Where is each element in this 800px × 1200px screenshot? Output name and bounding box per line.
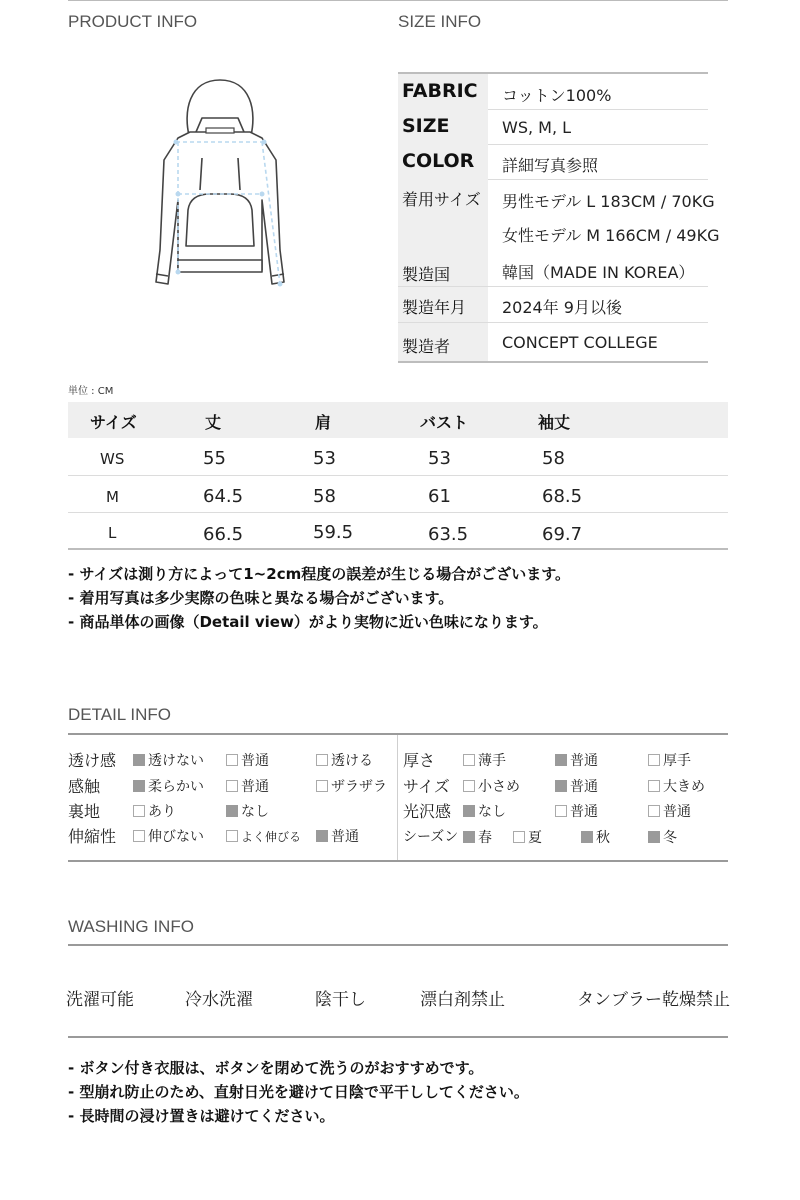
detail-option: 普通 (316, 826, 359, 846)
detail-label: シーズン (403, 829, 459, 845)
washing-note: - ボタン付き衣服は、ボタンを閉めて洗うのがおすすめです。 (68, 1059, 484, 1077)
product-info-title: PRODUCT INFO (68, 12, 198, 31)
size-info-key: 製造者 (402, 337, 451, 356)
detail-option: 透ける (316, 750, 373, 770)
detail-option: 伸びない (133, 826, 204, 846)
checked-box-icon (316, 830, 328, 842)
detail-option: 春 (463, 827, 492, 847)
size-info-value: 韓国（MADE IN KOREA） (502, 263, 695, 282)
size-chart-cell: 66.5 (203, 524, 244, 545)
unchecked-box-icon (316, 754, 328, 766)
size-chart-cell: 69.7 (542, 524, 583, 545)
unchecked-box-icon (648, 754, 660, 766)
checked-box-icon (463, 831, 475, 843)
checked-box-icon (648, 831, 660, 843)
detail-option: 薄手 (463, 750, 506, 770)
size-chart-cell: WS (100, 450, 125, 468)
row-divider (68, 475, 728, 476)
detail-option: 冬 (648, 827, 677, 847)
size-chart-cell: 53 (313, 448, 336, 469)
size-chart-header-cell: バスト (420, 413, 469, 432)
size-info-row (398, 287, 708, 323)
size-info-row (398, 323, 708, 363)
checked-box-icon (133, 780, 145, 792)
checked-box-icon (555, 754, 567, 766)
checked-box-icon (555, 780, 567, 792)
size-chart-header-cell: サイズ (90, 413, 137, 432)
detail-option: なし (463, 801, 506, 821)
detail-option: 厚手 (648, 750, 691, 770)
detail-option: なし (226, 801, 269, 821)
checked-box-icon (581, 831, 593, 843)
unchecked-box-icon (316, 780, 328, 792)
size-info-row (398, 251, 708, 287)
size-chart-cell: L (108, 524, 117, 542)
size-info-value: コットン100% (502, 86, 612, 105)
detail-label: 伸縮性 (68, 827, 117, 846)
washing-info-bottom-rule (68, 1036, 728, 1038)
checked-box-icon (133, 754, 145, 766)
size-note: - サイズは測り方によって1~2cm程度の誤差が生じる場合がございます。 (68, 565, 571, 583)
detail-label: 厚さ (403, 751, 436, 770)
size-info-row (398, 215, 720, 251)
size-info-key: 着用サイズ (402, 190, 481, 209)
detail-option: ザラザラ (316, 776, 387, 796)
wash-item: 冷水洗濯 (185, 990, 253, 1010)
size-chart-cell: M (106, 488, 119, 506)
size-info-title: SIZE INFO (398, 12, 482, 31)
detail-label: 光沢感 (403, 802, 452, 821)
size-info-key: 製造年月 (402, 298, 467, 317)
washing-info-top-rule (68, 944, 728, 946)
unchecked-box-icon (226, 754, 238, 766)
size-info-row (398, 74, 708, 110)
wash-item: タンブラー乾燥禁止 (577, 990, 730, 1010)
detail-option: 夏 (513, 827, 542, 847)
size-note: - 着用写真は多少実際の色味と異なる場合がございます。 (68, 589, 454, 607)
detail-option: 大きめ (648, 776, 705, 796)
detail-option: 普通 (555, 776, 598, 796)
detail-option: 普通 (226, 776, 269, 796)
detail-info-top-rule (68, 733, 728, 735)
detail-option: 普通 (648, 801, 691, 821)
detail-option: あり (133, 801, 176, 821)
size-info-value: CONCEPT COLLEGE (502, 333, 658, 352)
detail-option: 小さめ (463, 776, 520, 796)
size-info-value: 女性モデル M 166CM / 49KG (502, 226, 720, 245)
row-divider (68, 512, 728, 513)
unchecked-box-icon (226, 830, 238, 842)
size-info-value: WS, M, L (502, 118, 572, 137)
detail-label: 感触 (68, 777, 101, 796)
size-chart-header-cell: 袖丈 (538, 413, 571, 432)
size-chart-cell: 55 (203, 448, 226, 469)
size-chart-cell: 59.5 (313, 522, 354, 543)
detail-label: 透け感 (68, 751, 117, 770)
size-info-value: 2024年 9月以後 (502, 298, 622, 317)
size-chart-header (68, 402, 728, 438)
unchecked-box-icon (513, 831, 525, 843)
detail-label: サイズ (403, 777, 450, 796)
size-chart-cell: 58 (542, 448, 565, 469)
top-rule (68, 0, 728, 1)
detail-option: よく伸びる (226, 828, 301, 845)
detail-option: 透けない (133, 750, 204, 770)
hoodie-sketch-illustration (130, 70, 310, 300)
checked-box-icon (463, 805, 475, 817)
size-chart-unit: 単位 : CM (68, 386, 114, 397)
size-info-key: 製造国 (402, 265, 451, 284)
detail-option: 秋 (581, 827, 610, 847)
unchecked-box-icon (463, 754, 475, 766)
size-info-row (398, 179, 715, 215)
detail-option: 普通 (555, 750, 598, 770)
size-info-row (398, 144, 708, 180)
size-note: - 商品単体の画像（Detail view）がより実物に近い色味になります。 (68, 613, 548, 631)
size-info-row (398, 109, 708, 145)
size-chart-bottom-rule (68, 548, 728, 550)
size-chart-cell: 63.5 (428, 524, 469, 545)
size-info-key: FABRIC (402, 80, 478, 102)
size-info-value: 詳細写真参照 (502, 156, 599, 175)
checked-box-icon (226, 805, 238, 817)
detail-option: 柔らかい (133, 776, 204, 796)
detail-info-bottom-rule (68, 860, 728, 862)
size-chart-cell: 61 (428, 486, 451, 507)
detail-info-title: DETAIL INFO (68, 705, 171, 724)
size-info-key: COLOR (402, 150, 475, 172)
detail-option: 普通 (226, 750, 269, 770)
size-chart-cell: 53 (428, 448, 451, 469)
unchecked-box-icon (133, 805, 145, 817)
unchecked-box-icon (133, 830, 145, 842)
unchecked-box-icon (648, 780, 660, 792)
detail-label: 裏地 (68, 802, 101, 821)
size-info-value: 男性モデル L 183CM / 70KG (502, 192, 715, 211)
unchecked-box-icon (226, 780, 238, 792)
washing-note: - 長時間の浸け置きは避けてください。 (68, 1107, 335, 1125)
unchecked-box-icon (648, 805, 660, 817)
detail-option: 普通 (555, 801, 598, 821)
unchecked-box-icon (555, 805, 567, 817)
washing-note: - 型崩れ防止のため、直射日光を避けて日陰で平干ししてください。 (68, 1083, 529, 1101)
wash-item: 洗濯可能 (66, 990, 134, 1010)
unchecked-box-icon (463, 780, 475, 792)
size-chart-cell: 64.5 (203, 486, 244, 507)
washing-info-title: WASHING INFO (68, 917, 194, 936)
size-chart-header-cell: 肩 (315, 413, 332, 432)
size-info-key: SIZE (402, 115, 450, 137)
size-chart-cell: 68.5 (542, 486, 583, 507)
wash-item: 陰干し (315, 990, 366, 1010)
size-chart-header-cell: 丈 (205, 413, 222, 432)
detail-info-divider (397, 735, 398, 861)
size-chart-cell: 58 (313, 486, 336, 507)
wash-item: 漂白剤禁止 (420, 990, 505, 1010)
